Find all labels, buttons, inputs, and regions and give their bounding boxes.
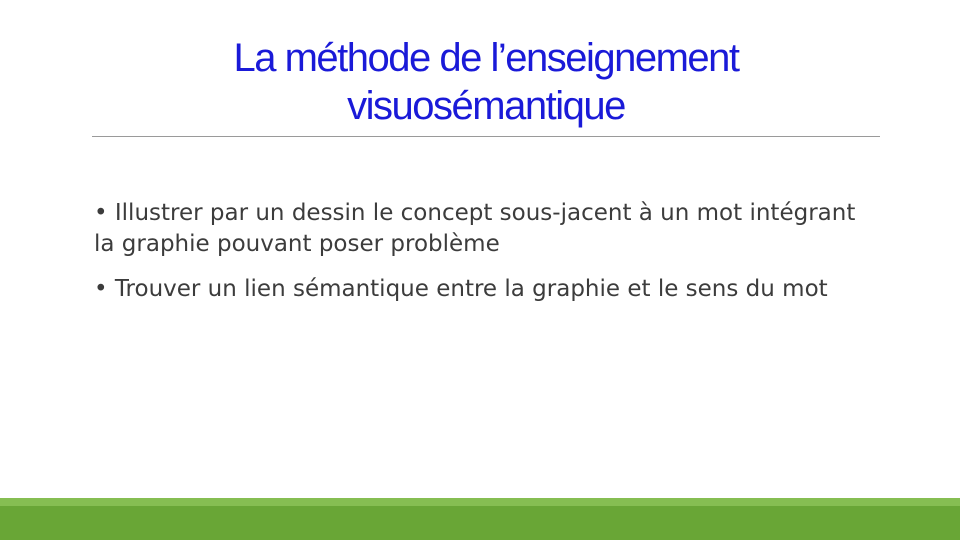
title-divider [92, 136, 880, 137]
bullet-item-1: • Illustrer par un dessin le concept sous-jacent à un mot intégrant la graphie pouvant poser problème [94, 200, 856, 257]
slide-title [92, 34, 880, 130]
slide-title-line-2: visuosémantique [347, 84, 625, 128]
bullet-list [94, 198, 874, 319]
slide-title-line-1: La méthode de l’enseignement [233, 36, 739, 80]
footer-bar [0, 506, 960, 540]
footer-accent-stripe [0, 498, 960, 506]
bullet-item-2: • Trouver un lien sémantique entre la graphie et le sens du mot [94, 276, 828, 302]
